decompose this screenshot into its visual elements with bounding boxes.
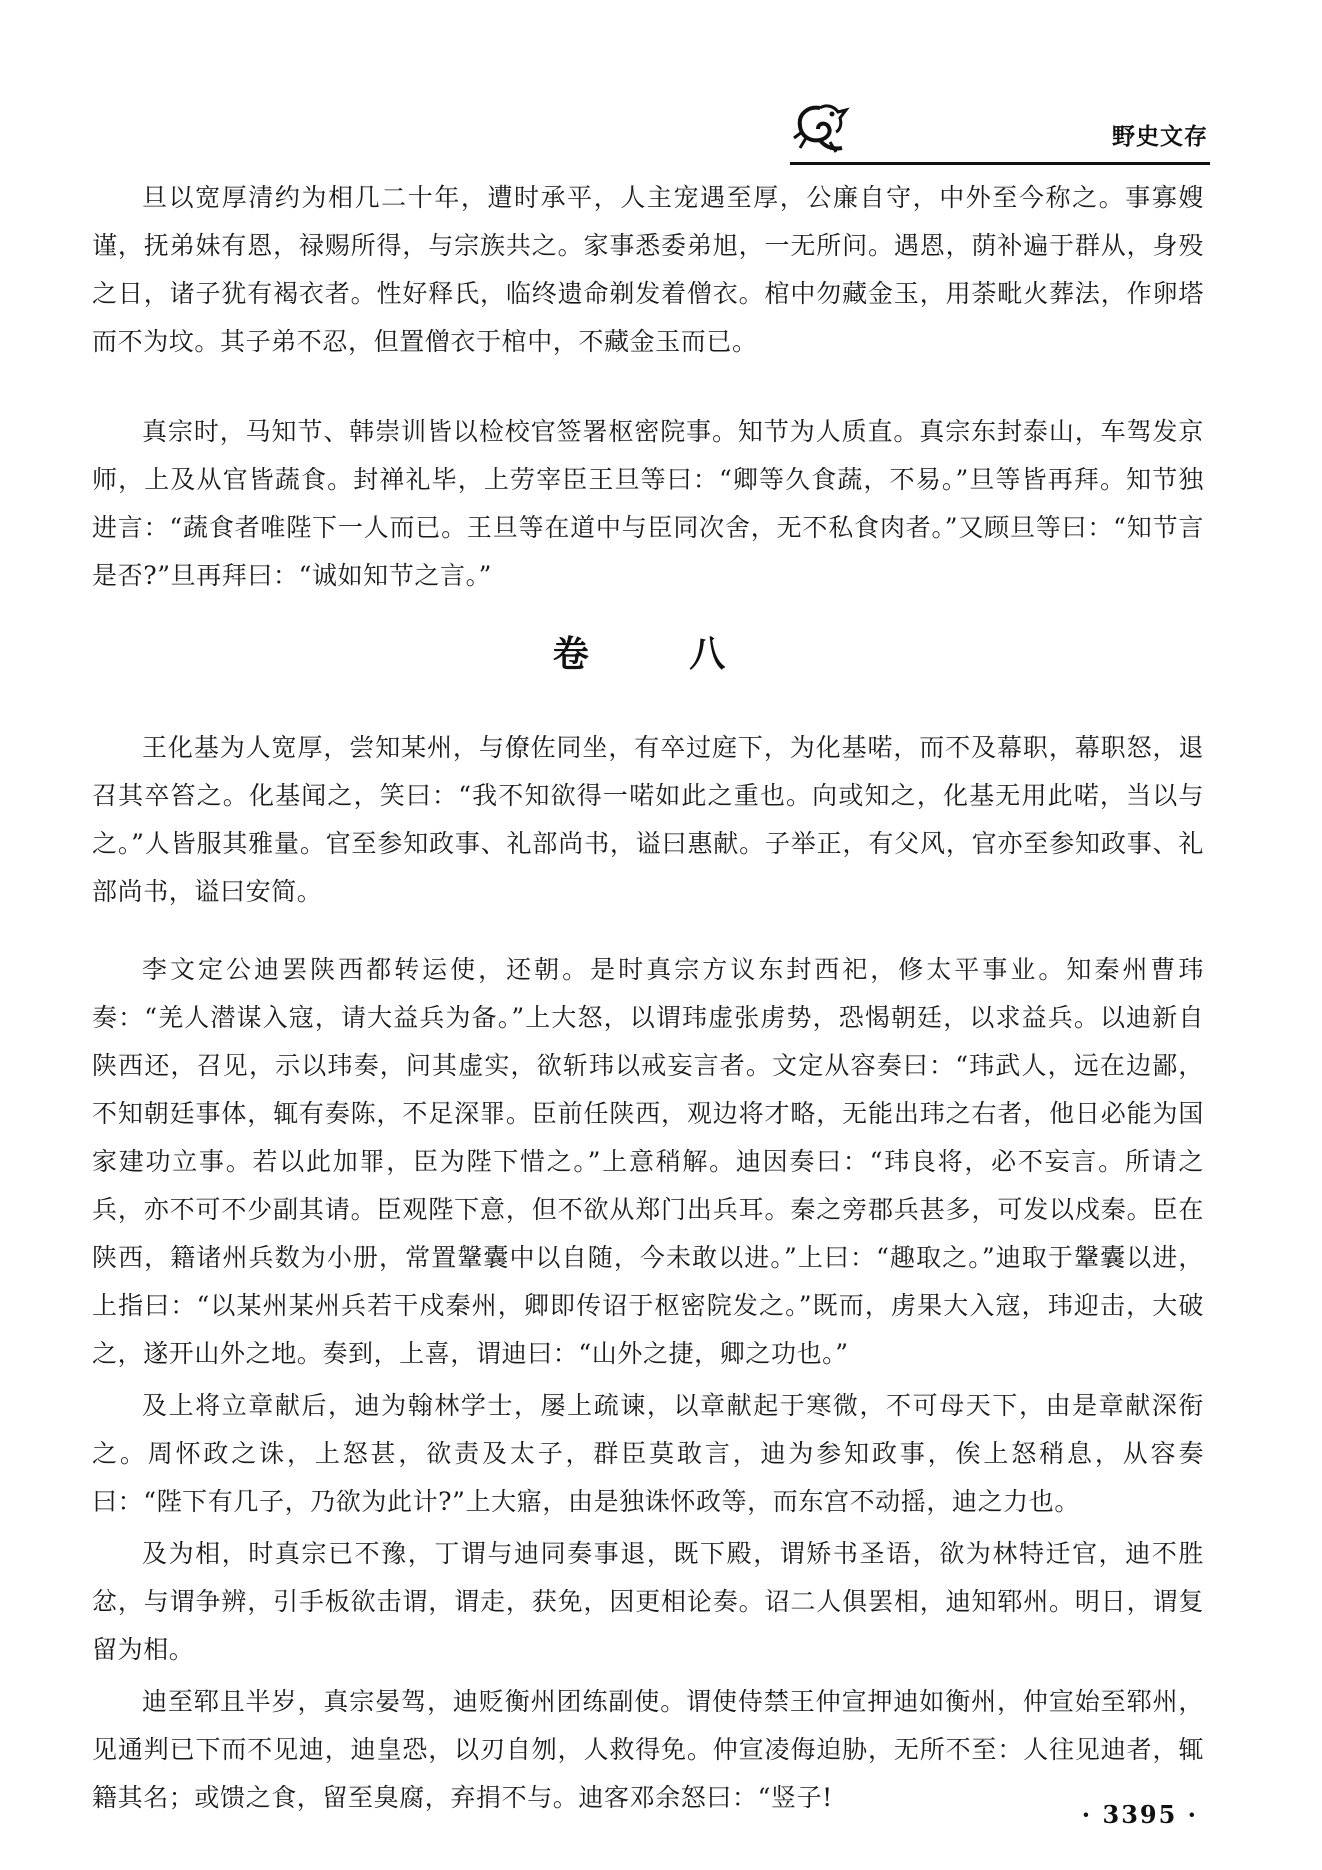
page-header: [790, 100, 1210, 166]
header-rule: [790, 162, 1210, 165]
chapter-title: 卷 八: [552, 634, 770, 675]
paragraph-2: [92, 408, 1204, 600]
paragraph-text: 王化基为人宽厚，尝知某州，与僚佐同坐，有卒过庭下，为化基喏，而不及幕职，幕职怒，退召其卒笞之。化基闻之，笑曰：“我不知欲得一喏如此之重也。向或知之，化基无用此喏，当以与之。”人皆服其雅量。官至参知政事、礼部尚书，谥曰惠献。子举正，有父风，官亦至参知政事、礼部尚书，谥曰安简。: [92, 733, 1204, 906]
li-di-section: [92, 946, 1204, 1822]
paragraph-3: [92, 724, 1204, 916]
paragraph-1: [92, 174, 1204, 366]
series-title: 野史文存: [1112, 124, 1208, 150]
dragon-emblem-icon: [790, 102, 850, 156]
paragraph-text: 真宗时，马知节、韩崇训皆以检校官签署枢密院事。知节为人质直。真宗东封泰山，车驾发京师，上及从官皆蔬食。封禅礼毕，上劳宰臣王旦等曰：“卿等久食蔬，不易。”旦等皆再拜。知节独进言：“蔬食者唯陛下一人而已。王旦等在道中与臣同次舍，无不私食肉者。”又顾旦等曰：“知节言是否?”旦再拜曰：“诚如知节之言。”: [92, 417, 1204, 590]
paragraph-text: 旦以宽厚清约为相几二十年，遭时承平，人主宠遇至厚，公廉自守，中外至今称之。事寡嫂谨，抚弟妹有恩，禄赐所得，与宗族共之。家事悉委弟旭，一无所问。遇恩，荫补遍于群从，身殁之日，诸子犹有褐衣者。性好释氏，临终遗命剃发着僧衣。棺中勿藏金玉，用荼毗火葬法，作卵塔而不为坟。其子弟不忍，但置僧衣于棺中，不藏金玉而已。: [92, 183, 1204, 356]
paragraph-text: 及为相，时真宗已不豫，丁谓与迪同奏事退，既下殿，谓矫书圣语，欲为林特迁官，迪不胜忿，与谓争辨，引手板欲击谓，谓走，获免，因更相论奏。诏二人俱罢相，迪知郓州。明日，谓复留为相。: [92, 1539, 1204, 1664]
paragraph-text: 李文定公迪罢陕西都转运使，还朝。是时真宗方议东封西祀，修太平事业。知秦州曹玮奏：“羌人潜谋入寇，请大益兵为备。”上大怒，以谓玮虚张虏势，恐愒朝廷，以求益兵。以迪新自陕西还，召见，示以玮奏，问其虚实，欲斩玮以戒妄言者。文定从容奏曰：“玮武人，远在边鄙，不知朝廷事体，辄有奏陈，不足深罪。臣前任陕西，观边将才略，无能出玮之右者，他日必能为国家建功立事。若以此加罪，臣为陛下惜之。”上意稍解。迪因奏曰：“玮良将，必不妄言。所请之兵，亦不可不少副其请。臣观陛下意，但不欲从郑门出兵耳。秦之旁郡兵甚多，可发以戍秦。臣在陕西，籍诸州兵数为小册，常置鞶囊中以自随，今未敢以进。”上曰：“趣取之。”迪取于鞶囊以进，上指曰：“以某州某州兵若干戍秦州，卿即传诏于枢密院发之。”既而，虏果大入寇，玮迎击，大破之，遂开山外之地。奏到，上喜，谓迪曰：“山外之捷，卿之功也。”: [92, 955, 1204, 1368]
paragraph-text: 及上将立章献后，迪为翰林学士，屡上疏谏，以章献起于寒微，不可母天下，由是章献深衔之。周怀政之诛，上怒甚，欲责及太子，群臣莫敢言，迪为参知政事，俟上怒稍息，从容奏曰：“陛下有几子，乃欲为此计?”上大寤，由是独诛怀政等，而东宫不动摇，迪之力也。: [92, 1391, 1204, 1516]
page-number: · 3395 ·: [1081, 1800, 1198, 1829]
paragraph-text: 迪至郓且半岁，真宗晏驾，迪贬衡州团练副使。谓使侍禁王仲宣押迪如衡州，仲宣始至郓州，见通判已下而不见迪，迪皇恐，以刃自刎，人救得免。仲宣凌侮迫胁，无所不至：人往见迪者，辄籍其名；或馈之食，留至臭腐，弃捐不与。迪客邓余怒曰：“竖子!: [92, 1687, 1204, 1812]
